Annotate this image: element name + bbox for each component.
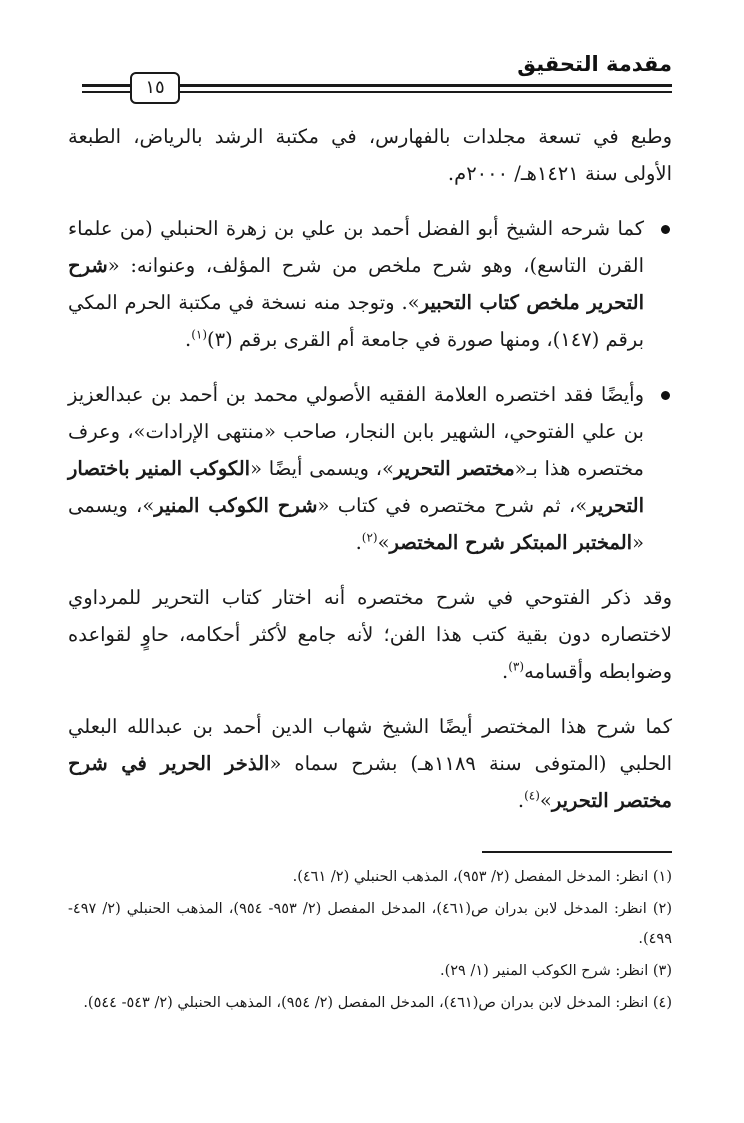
footnote: (٤) انظر: المدخل لابن بدران ص(٤٦١)، المدخل المفصل (٢/ ٩٥٤)، المذهب الحنبلي (٢/ ٥٤٣- ٥٤٤). <box>83 995 672 1011</box>
book-title: شرح التحرير ملخص كتاب التحبير <box>68 254 644 314</box>
main-text <box>68 118 672 837</box>
book-title: شرح الكوكب المنير <box>154 494 318 517</box>
footnote: (٢) انظر: المدخل لابن بدران ص(٤٦١)، المدخل المفصل (٢/ ٩٥٣- ٩٥٤)، المذهب الحنبلي (٢/ ٤٩٧- ٤٩٩). <box>68 901 673 947</box>
paragraph <box>68 708 672 819</box>
book-title: مختصر التحرير <box>393 457 515 480</box>
text-run: وقد ذكر الفتوحي في شرح مختصره أنه اختار كتاب التحرير للمرداوي لاختصاره دون بقية كتب هذا الفن؛ لأنه جامع لأكثر أحكامه، حاوٍ لقواعده وضوابطه وأقسامه <box>68 586 672 683</box>
page-header <box>0 0 744 110</box>
text-run: » <box>377 531 390 554</box>
text-run: . <box>185 328 192 351</box>
footnote-ref[interactable]: (١) <box>191 327 208 342</box>
paragraph-text: وطبع في تسعة مجلدات بالفهارس، في مكتبة الرشد بالرياض، الطبعة الأولى سنة ١٤٢١هـ/ ٢٠٠٠م. <box>68 125 672 185</box>
footnote: (٣) انظر: شرح الكوكب المنير (١/ ٢٩). <box>439 963 672 979</box>
page-number: ١٥ <box>130 72 180 104</box>
footnote-ref[interactable]: (٣) <box>508 659 525 674</box>
footnote: (١) انظر: المدخل المفصل (٢/ ٩٥٣)، المذهب الحنبلي (٢/ ٤٦١). <box>292 869 672 885</box>
text-run: كما شرح هذا المختصر أيضًا الشيخ شهاب الدين أحمد بن عبدالله البعلي الحلبي (المتوفى سنة ١١٨٩هـ) بشرح سماه « <box>68 715 673 775</box>
text-run: كما شرحه الشيخ أبو الفضل أحمد بن علي بن زهرة الحنبلي (من علماء القرن التاسع)، وهو شرح ملخص من شرح المؤلف، وعنوانه: « <box>68 217 644 277</box>
paragraph <box>68 118 672 192</box>
text-run: »، ثم شرح مختصره في كتاب « <box>317 494 588 517</box>
text-run: . <box>355 531 362 554</box>
text-run: » <box>539 789 552 812</box>
running-title: مقدمة التحقيق <box>517 52 672 76</box>
text-run: . <box>517 789 525 812</box>
bullet-icon <box>661 391 670 400</box>
bullet-icon <box>661 225 670 234</box>
text-run: »، ويسمى أيضًا « <box>250 457 394 480</box>
book-title: المختبر المبتكر شرح المختصر <box>389 531 633 554</box>
text-run: . <box>502 660 509 683</box>
book-title: الكوكب المنير باختصار التحرير <box>68 457 644 517</box>
bullet-item <box>68 210 672 358</box>
text-run: وأيضًا فقد اختصره العلامة الفقيه الأصولي محمد بن أحمد بن عبدالعزيز بن علي الفتوحي، الشهير بابن النجار، صاحب «منتهى الإرادات»، وعرف مختصره هذا بـ« <box>68 383 644 480</box>
footnotes <box>68 862 672 1020</box>
book-title: الذخر الحرير في شرح مختصر التحرير <box>68 752 672 812</box>
text-run: »، ويسمى « <box>68 494 644 554</box>
footnote-separator <box>482 851 672 853</box>
footnote-ref[interactable]: (٤) <box>524 788 540 803</box>
footnote-ref[interactable]: (٢) <box>361 530 378 545</box>
paragraph <box>68 579 672 690</box>
text-run: ». وتوجد منه نسخة في مكتبة الحرم المكي برقم (١٤٧)، ومنها صورة في جامعة أم القرى برقم (٣) <box>68 291 644 351</box>
bullet-item <box>68 376 672 561</box>
